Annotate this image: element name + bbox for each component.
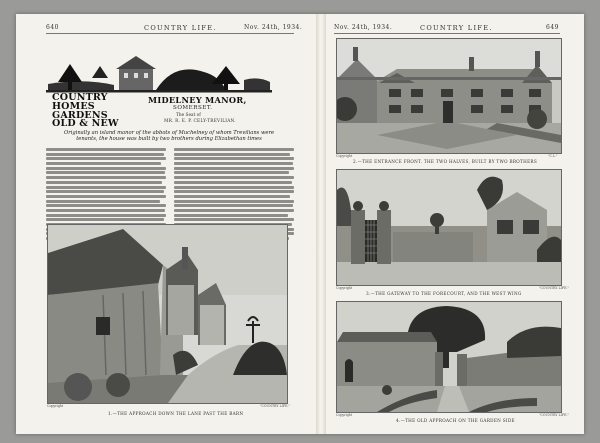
photo-1-caption: 1.—THE APPROACH DOWN THE LANE PAST THE BARN [108,411,244,416]
header-rule-right [334,33,560,34]
series-line-old-new: OLD & NEW [52,118,119,130]
page-gutter [316,14,326,434]
photo-4-credit: Copyright [336,413,353,417]
photo-2-credit-right: "C.L." [548,154,558,158]
right-page [326,14,584,434]
series-line-homes: HOMES [52,100,95,112]
photo-2-credit: Copyright [336,154,353,158]
photo-3-credit-right: "COUNTRY LIFE." [539,286,569,290]
left-page [16,14,316,434]
photo-2-caption: 2.—THE ENTRANCE FRONT. THE TWO HALVES, BUILT BY TWO BROTHERS [353,159,538,164]
photo-entrance-front-image [337,39,561,153]
date-right: Nov. 24th, 1934. [334,24,393,31]
photo-gateway-forecourt-image [337,170,561,285]
photo-garden-approach-image [337,302,561,412]
series-title [52,94,119,129]
page-number-left: 640 [46,24,59,31]
running-title-right: COUNTRY LIFE. [420,24,493,32]
date-left: Nov. 24th, 1934. [244,24,303,31]
seat-line: The Seat of [176,113,201,118]
photo-1-credit-right: "COUNTRY LIFE." [260,404,290,408]
standfirst: Originally an island manor of the abbots of Muchelney of whom Trevilians were tenants, the house was built by two brothers during Elizabethan times [63,130,275,143]
magazine-spread [16,14,584,434]
running-title-left: COUNTRY LIFE. [144,24,217,32]
photo-approach-barn-image [48,225,287,403]
page-number-right: 649 [546,24,559,31]
photo-4-credit-right: "COUNTRY LIFE." [539,413,569,417]
article-title: MIDELNEY MANOR, [148,95,247,105]
photo-4-caption: 4.—THE OLD APPROACH ON THE GARDEN SIDE [396,418,515,423]
series-line-country: COUNTRY [52,92,108,103]
photo-1-credit: Copyright [47,404,64,408]
photo-gateway-forecourt [336,169,562,286]
photo-3-caption: 3.—THE GATEWAY TO THE FORECOURT, AND THE WEST WING [366,291,522,296]
photo-entrance-front [336,38,562,154]
photo-3-credit: Copyright [336,286,353,290]
header-rule-left [46,33,294,34]
photo-approach-barn [47,224,288,404]
article-county: SOMERSET. [173,105,213,111]
series-line-gardens: GARDENS [52,109,108,121]
owner-line: MR. R. E. P. CELY-TREVILIAN. [164,119,236,124]
photo-garden-approach [336,301,562,413]
